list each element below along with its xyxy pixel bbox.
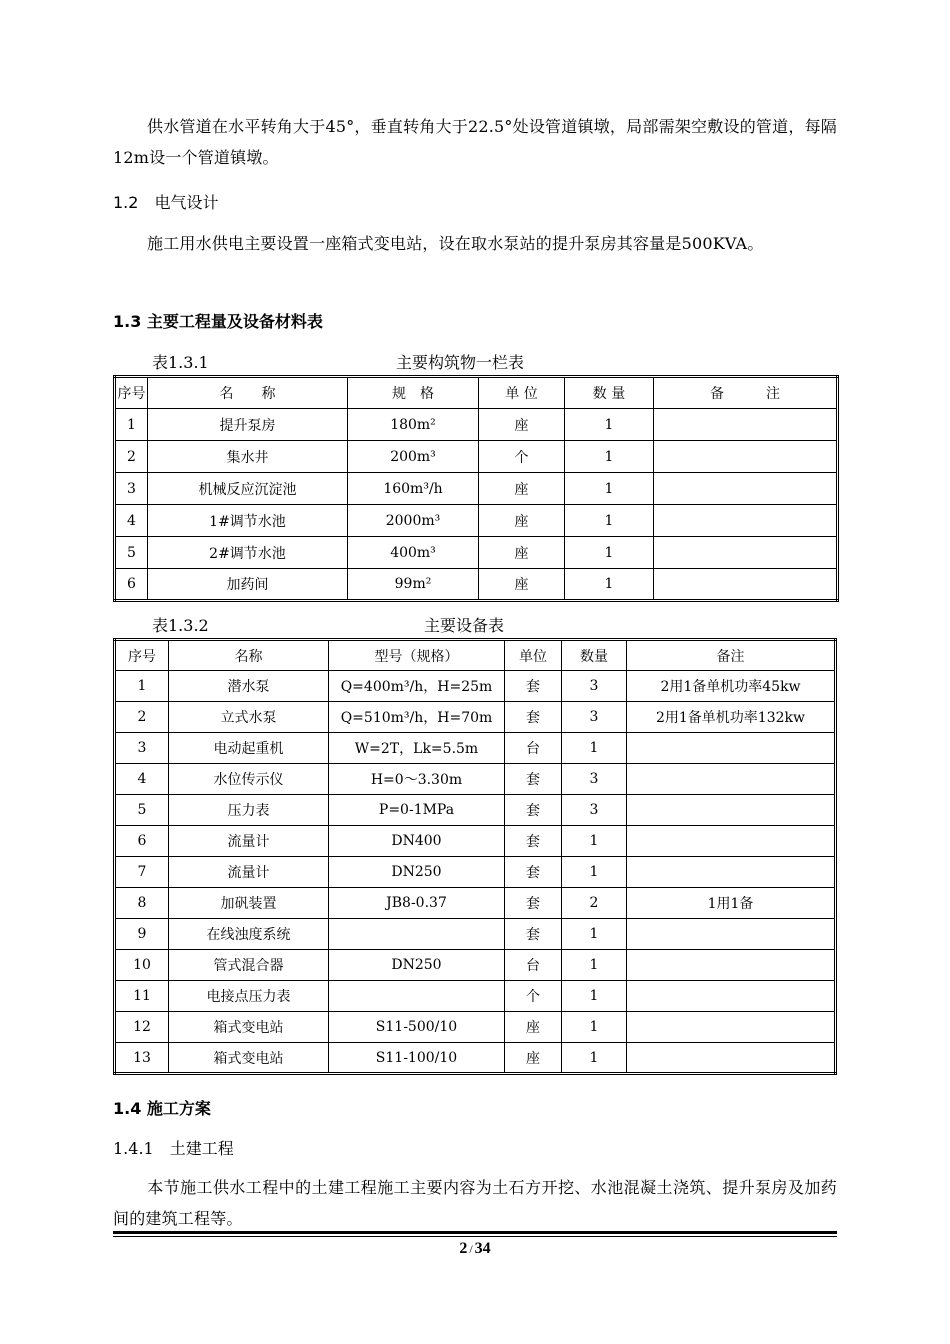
table-cell xyxy=(654,441,838,473)
table-cell: 提升泵房 xyxy=(148,409,348,441)
table-cell: 4 xyxy=(115,764,169,795)
table-cell: 2 xyxy=(115,702,169,733)
table-row xyxy=(115,981,836,1012)
table-cell: 个 xyxy=(505,981,562,1012)
table-cell: 箱式变电站 xyxy=(169,1012,329,1043)
table-row xyxy=(115,505,838,537)
table-cell: 座 xyxy=(479,569,565,601)
table-cell: 1 xyxy=(562,981,627,1012)
table2-title: 主要设备表 xyxy=(424,616,505,635)
table-cell: 1 xyxy=(562,1012,627,1043)
table-cell: 集水井 xyxy=(148,441,348,473)
table-cell xyxy=(627,950,836,981)
table-cell: 潜水泵 xyxy=(169,671,329,702)
table-cell: DN250 xyxy=(329,857,505,888)
table-row xyxy=(115,888,836,919)
table-cell: 座 xyxy=(479,537,565,569)
paragraph-civil-works: 本节施工供水工程中的土建工程施工主要内容为土石方开挖、水池混凝土浇筑、提升泵房及加药间的建筑工程等。 xyxy=(113,1178,837,1228)
table-cell: 流量计 xyxy=(169,826,329,857)
table-header-cell: 序号 xyxy=(115,640,169,671)
table-cell: 1用1备 xyxy=(627,888,836,919)
table-cell xyxy=(627,826,836,857)
footer-rule-thick xyxy=(113,1231,837,1234)
table-cell: DN400 xyxy=(329,826,505,857)
table-row xyxy=(115,733,836,764)
table-cell: 5 xyxy=(115,537,148,569)
table-cell: DN250 xyxy=(329,950,505,981)
table-row xyxy=(115,795,836,826)
table-header-cell: 型号（规格） xyxy=(329,640,505,671)
table-header-row xyxy=(115,377,838,409)
table-cell: 1 xyxy=(565,569,654,601)
table-cell: W=2T，Lk=5.5m xyxy=(329,733,505,764)
table-cell xyxy=(654,473,838,505)
table-cell: 个 xyxy=(479,441,565,473)
table-header-cell: 数 量 xyxy=(565,377,654,409)
table-row xyxy=(115,409,838,441)
table-cell: 座 xyxy=(479,473,565,505)
table-cell: 水位传示仪 xyxy=(169,764,329,795)
table-cell: 电动起重机 xyxy=(169,733,329,764)
table-cell: 加药间 xyxy=(148,569,348,601)
table-cell xyxy=(654,409,838,441)
table-cell: 1 xyxy=(115,409,148,441)
table-cell: 1 xyxy=(565,537,654,569)
table-cell: 2 xyxy=(115,441,148,473)
table-row xyxy=(115,441,838,473)
table-cell xyxy=(627,764,836,795)
table-cell: P=0-1MPa xyxy=(329,795,505,826)
table-cell: 加矾装置 xyxy=(169,888,329,919)
table-cell: 3 xyxy=(562,764,627,795)
table-header-cell: 名称 xyxy=(169,640,329,671)
table-cell: 立式水泵 xyxy=(169,702,329,733)
table-row xyxy=(115,826,836,857)
heading-1-3: 1.3 主要工程量及设备材料表 xyxy=(113,312,323,331)
table-cell: JB8-0.37 xyxy=(329,888,505,919)
table-cell: 1#调节水池 xyxy=(148,505,348,537)
table-cell: 座 xyxy=(505,1012,562,1043)
table-cell: 3 xyxy=(562,671,627,702)
structures-table xyxy=(113,375,839,602)
table-cell xyxy=(627,857,836,888)
table-cell: 3 xyxy=(115,733,169,764)
table-cell: 160m³/h xyxy=(348,473,479,505)
table-header-cell: 规 格 xyxy=(348,377,479,409)
table-cell: 套 xyxy=(505,795,562,826)
table-cell: 压力表 xyxy=(169,795,329,826)
table-cell: 1 xyxy=(562,733,627,764)
table-cell: 1 xyxy=(565,409,654,441)
table-header-cell: 备 注 xyxy=(654,377,838,409)
table-cell: 2#调节水池 xyxy=(148,537,348,569)
table-cell: 套 xyxy=(505,857,562,888)
table-cell: 7 xyxy=(115,857,169,888)
table-row xyxy=(115,857,836,888)
heading-1-4: 1.4 施工方案 xyxy=(113,1099,211,1118)
table-cell xyxy=(627,1012,836,1043)
equipment-table xyxy=(113,638,837,1075)
table-cell: 1 xyxy=(562,919,627,950)
table-header-cell: 备注 xyxy=(627,640,836,671)
table-cell: 6 xyxy=(115,569,148,601)
table-cell: 管式混合器 xyxy=(169,950,329,981)
table-cell: 6 xyxy=(115,826,169,857)
table-cell: 400m³ xyxy=(348,537,479,569)
table-header-cell: 数量 xyxy=(562,640,627,671)
table-row xyxy=(115,702,836,733)
table-cell: 8 xyxy=(115,888,169,919)
table-header-cell: 单位 xyxy=(505,640,562,671)
table-cell: 套 xyxy=(505,826,562,857)
table-row xyxy=(115,473,838,505)
table-cell: 套 xyxy=(505,919,562,950)
table-cell: 2用1备单机功率45kw xyxy=(627,671,836,702)
table-cell: 座 xyxy=(505,1043,562,1074)
table-header-row xyxy=(115,640,836,671)
heading-1-4-1: 1.4.1 土建工程 xyxy=(113,1139,234,1158)
table-cell xyxy=(627,1043,836,1074)
table-cell: 座 xyxy=(479,505,565,537)
table1-title: 主要构筑物一栏表 xyxy=(396,353,525,372)
table1-label: 表1.3.1 xyxy=(152,353,209,372)
table-row xyxy=(115,537,838,569)
table-cell: 3 xyxy=(562,702,627,733)
table-cell: 1 xyxy=(565,473,654,505)
table-row xyxy=(115,919,836,950)
table-cell: 套 xyxy=(505,702,562,733)
table-cell: 座 xyxy=(479,409,565,441)
table-row xyxy=(115,1012,836,1043)
footer-rule-thin xyxy=(113,1236,837,1237)
table-cell: 200m³ xyxy=(348,441,479,473)
table-cell: 13 xyxy=(115,1043,169,1074)
table-cell: 台 xyxy=(505,950,562,981)
heading-1-2: 1.2 电气设计 xyxy=(113,193,219,212)
table-cell: 机械反应沉淀池 xyxy=(148,473,348,505)
table-cell: 1 xyxy=(565,505,654,537)
table-cell: 1 xyxy=(562,826,627,857)
table-cell: 180m² xyxy=(348,409,479,441)
table-cell: 2000m³ xyxy=(348,505,479,537)
table-cell: 1 xyxy=(115,671,169,702)
table-cell: 台 xyxy=(505,733,562,764)
table-cell: 1 xyxy=(562,857,627,888)
table-cell xyxy=(654,569,838,601)
table-header-cell: 序号 xyxy=(115,377,148,409)
table-cell xyxy=(654,505,838,537)
table-cell: 套 xyxy=(505,671,562,702)
table2-label: 表1.3.2 xyxy=(152,616,209,635)
table-cell: 套 xyxy=(505,888,562,919)
table-cell: H=0～3.30m xyxy=(329,764,505,795)
table-cell: 9 xyxy=(115,919,169,950)
table-row xyxy=(115,1043,836,1074)
table-cell xyxy=(329,919,505,950)
table-cell: 套 xyxy=(505,764,562,795)
table-row xyxy=(115,764,836,795)
table-cell: 3 xyxy=(115,473,148,505)
table-cell: 99m² xyxy=(348,569,479,601)
table-cell: Q=400m³/h，H=25m xyxy=(329,671,505,702)
table-cell xyxy=(654,537,838,569)
table-cell: 11 xyxy=(115,981,169,1012)
page-number: 2 / 34 xyxy=(459,1240,491,1257)
table-cell: 箱式变电站 xyxy=(169,1043,329,1074)
table-cell: 电接点压力表 xyxy=(169,981,329,1012)
table-row xyxy=(115,569,838,601)
table-cell: 流量计 xyxy=(169,857,329,888)
table-cell xyxy=(627,919,836,950)
table-row xyxy=(115,671,836,702)
table-cell: 10 xyxy=(115,950,169,981)
table-cell: 4 xyxy=(115,505,148,537)
table-cell: 在线浊度系统 xyxy=(169,919,329,950)
table-cell: Q=510m³/h，H=70m xyxy=(329,702,505,733)
table-cell: 3 xyxy=(562,795,627,826)
table-cell xyxy=(627,795,836,826)
paragraph-power-supply: 施工用水供电主要设置一座箱式变电站，设在取水泵站的提升泵房其容量是500KVA。 xyxy=(147,234,764,253)
table-cell: 12 xyxy=(115,1012,169,1043)
table-cell: 2 xyxy=(562,888,627,919)
table-cell: 2用1备单机功率132kw xyxy=(627,702,836,733)
table-cell: S11-500/10 xyxy=(329,1012,505,1043)
table-cell: 5 xyxy=(115,795,169,826)
table-cell xyxy=(329,981,505,1012)
table-header-cell: 名 称 xyxy=(148,377,348,409)
table-header-cell: 单 位 xyxy=(479,377,565,409)
table-cell xyxy=(627,733,836,764)
table-cell: 1 xyxy=(562,950,627,981)
table-cell: 1 xyxy=(562,1043,627,1074)
table-cell xyxy=(627,981,836,1012)
paragraph-pipe-anchors: 供水管道在水平转角大于45°，垂直转角大于22.5°处设管道镇墩，局部需架空敷设的管道，每隔12m设一个管道镇墩。 xyxy=(113,117,837,167)
table-cell: 1 xyxy=(565,441,654,473)
table-cell: S11-100/10 xyxy=(329,1043,505,1074)
table-row xyxy=(115,950,836,981)
